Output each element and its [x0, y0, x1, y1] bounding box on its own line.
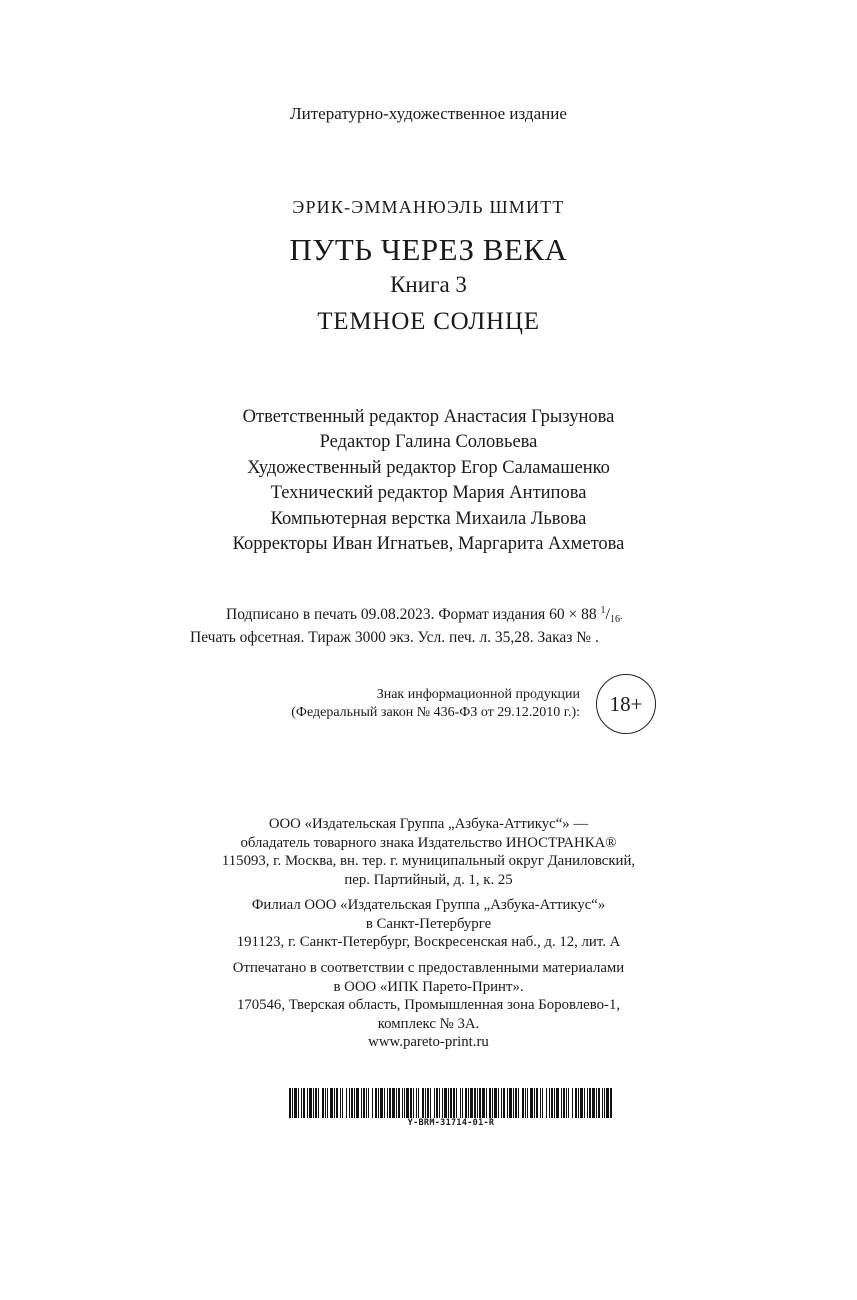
staff-line: Художественный редактор Егор Саламашенко	[247, 457, 610, 478]
publisher-line: ООО «Издательская Группа „Азбука-Аттикус“» —	[268, 816, 589, 832]
barcode-bar	[422, 1088, 424, 1118]
barcode-bar	[468, 1088, 469, 1118]
barcode-bar	[368, 1088, 369, 1118]
barcode-bar	[410, 1088, 412, 1118]
barcode-bar	[416, 1088, 417, 1118]
barcode-bar	[349, 1088, 350, 1118]
barcode-bar	[604, 1088, 605, 1118]
barcode-bar	[404, 1088, 405, 1118]
barcode	[289, 1088, 613, 1118]
barcode-bar	[572, 1088, 573, 1118]
barcode-bar	[507, 1088, 508, 1118]
barcode-bar	[351, 1088, 353, 1118]
barcode-bar	[378, 1088, 379, 1118]
barcode-bar	[396, 1088, 397, 1118]
fraction-numerator: 1	[600, 605, 606, 616]
barcode-bar	[444, 1088, 447, 1118]
barcode-bar	[406, 1088, 409, 1118]
staff-line: Редактор Галина Соловьева	[319, 432, 538, 453]
barcode-bar	[434, 1088, 435, 1118]
branch-block	[0, 896, 857, 952]
barcode-bar	[301, 1088, 302, 1118]
barcode-bar	[315, 1088, 317, 1118]
barcode-bar	[307, 1088, 308, 1118]
barcode-bar	[448, 1088, 449, 1118]
barcode-bar	[453, 1088, 455, 1118]
barcode-bar	[534, 1088, 535, 1118]
barcode-bar	[522, 1088, 524, 1118]
barcode-bar	[387, 1088, 388, 1118]
barcode-bar	[530, 1088, 533, 1118]
barcode-bar	[598, 1088, 600, 1118]
barcode-bar	[486, 1088, 487, 1118]
barcode-bar	[298, 1088, 299, 1118]
barcode-bar	[346, 1088, 347, 1118]
barcode-bar	[482, 1088, 485, 1118]
branch-line: 191123, г. Санкт-Петербург, Воскресенская наб., д. 12, лит. А	[236, 934, 621, 951]
printer-block	[0, 959, 857, 1052]
barcode-bar	[309, 1088, 312, 1118]
author-name: ЭРИК-ЭММАНЮЭЛЬ ШМИТТ	[292, 197, 565, 217]
barcode-bar	[509, 1088, 512, 1118]
barcode-bar	[592, 1088, 595, 1118]
book-subtitle: ТЕМНОЕ СОЛНЦЕ	[317, 308, 540, 335]
barcode-bar	[442, 1088, 443, 1118]
printer-line: Отпечатано в соответствии с предоставленными материалами	[232, 960, 625, 976]
barcode-bar	[479, 1088, 481, 1118]
barcode-bar	[610, 1088, 612, 1118]
barcode-bar	[587, 1088, 588, 1118]
barcode-bar	[561, 1088, 562, 1118]
barcode-bar	[556, 1088, 559, 1118]
printing-line-1	[190, 604, 710, 627]
barcode-bar	[372, 1088, 373, 1118]
barcode-bar	[334, 1088, 335, 1118]
barcode-bar	[450, 1088, 452, 1118]
barcode-bar	[322, 1088, 324, 1118]
barcode-bar	[325, 1088, 326, 1118]
barcode-bar	[439, 1088, 440, 1118]
barcode-bar	[354, 1088, 355, 1118]
barcode-bar	[580, 1088, 583, 1118]
barcode-bar	[375, 1088, 377, 1118]
staff-line: Компьютерная верстка Михаила Львова	[270, 508, 587, 529]
barcode-bar	[327, 1088, 328, 1118]
barcode-bar	[578, 1088, 579, 1118]
barcode-bar	[460, 1088, 461, 1118]
printing-info	[190, 604, 710, 648]
barcode-bar	[542, 1088, 543, 1118]
barcode-bar	[389, 1088, 391, 1118]
barcode-bar	[336, 1088, 338, 1118]
barcode-bar	[418, 1088, 419, 1118]
printer-line: 170546, Тверская область, Промышленная зона Боровлево-1,	[236, 997, 621, 1014]
staff-line: Корректоры Иван Игнатьев, Маргарита Ахметова	[232, 533, 625, 554]
barcode-bar	[313, 1088, 314, 1118]
barcode-bar	[606, 1088, 609, 1118]
printer-line: www.pareto-print.ru	[368, 1034, 489, 1051]
barcode-bar	[292, 1088, 293, 1118]
barcode-bar	[361, 1088, 362, 1118]
barcode-bar	[566, 1088, 567, 1118]
branch-line: в Санкт-Петербурге	[365, 915, 492, 932]
barcode-bar	[575, 1088, 577, 1118]
branch-line: Филиал ООО «Издательская Группа „Азбука-Аттикус“»	[251, 897, 606, 913]
barcode-label: Y-BRM-31714-01-R	[407, 1118, 495, 1128]
publisher-line: обладатель товарного знака Издательство ИНОСТРАНКА®	[240, 834, 617, 851]
barcode-bar	[540, 1088, 541, 1118]
fraction-denominator: 16	[609, 614, 620, 625]
barcode-bar	[477, 1088, 478, 1118]
barcode-bar	[515, 1088, 517, 1118]
staff-line: Технический редактор Мария Антипова	[270, 483, 587, 504]
genre-line: Литературно-художественное издание	[290, 104, 567, 123]
editorial-staff	[0, 405, 857, 557]
barcode-bar	[318, 1088, 319, 1118]
printing-line-2: Печать офсетная. Тираж 3000 экз. Усл. печ. л. 35,28. Заказ № .	[190, 629, 599, 646]
barcode-bar	[518, 1088, 519, 1118]
barcode-bar	[465, 1088, 467, 1118]
law-line-1: Знак информационной продукции	[376, 687, 580, 702]
barcode-bar	[425, 1088, 426, 1118]
barcode-bar	[546, 1088, 547, 1118]
age-rating-badge: 18+	[596, 674, 656, 734]
barcode-bar	[474, 1088, 476, 1118]
publisher-line: пер. Партийный, д. 1, к. 25	[344, 871, 513, 888]
barcode-bar	[596, 1088, 597, 1118]
printer-line: в ООО «ИПК Парето-Принт».	[333, 978, 524, 995]
barcode-bar	[402, 1088, 403, 1118]
barcode-bar	[554, 1088, 555, 1118]
book-number: Книга 3	[390, 272, 467, 297]
printer-line: комплекс № 3А.	[377, 1015, 480, 1032]
barcode-bar	[501, 1088, 502, 1118]
barcode-bar	[342, 1088, 343, 1118]
barcode-bar	[551, 1088, 553, 1118]
barcode-bar	[303, 1088, 305, 1118]
barcode-bar	[456, 1088, 457, 1118]
barcode-bar	[589, 1088, 591, 1118]
barcode-bar	[563, 1088, 565, 1118]
barcode-bar	[489, 1088, 491, 1118]
barcode-bar	[568, 1088, 569, 1118]
barcode-bar	[330, 1088, 333, 1118]
barcode-bar	[494, 1088, 497, 1118]
fraction-slash: /	[605, 606, 610, 623]
barcode-bar	[294, 1088, 297, 1118]
barcode-bar	[527, 1088, 528, 1118]
book-title: ПУТЬ ЧЕРЕЗ ВЕКА	[289, 232, 568, 267]
barcode-bar	[430, 1088, 431, 1118]
publisher-block	[0, 815, 857, 889]
fraction-end: .	[619, 611, 623, 622]
barcode-bar	[503, 1088, 505, 1118]
barcode-bar	[436, 1088, 438, 1118]
barcode-bar	[366, 1088, 367, 1118]
publisher-line: 115093, г. Москва, вн. тер. г. муниципальный округ Даниловский,	[221, 853, 636, 870]
barcode-bar	[492, 1088, 493, 1118]
barcode-bar	[392, 1088, 395, 1118]
barcode-bar	[525, 1088, 526, 1118]
barcode-bar	[470, 1088, 473, 1118]
barcode-bar	[549, 1088, 550, 1118]
barcode-bar	[340, 1088, 341, 1118]
barcode-bar	[384, 1088, 385, 1118]
barcode-bar	[356, 1088, 359, 1118]
printing-format-text: Подписано в печать 09.08.2023. Формат издания 60 × 88	[226, 606, 597, 623]
barcode-bar	[398, 1088, 400, 1118]
content-rating-law	[240, 686, 580, 721]
barcode-bar	[513, 1088, 514, 1118]
barcode-bar	[536, 1088, 538, 1118]
barcode-bar	[363, 1088, 365, 1118]
barcode-bar	[498, 1088, 499, 1118]
barcode-bar	[289, 1088, 291, 1118]
format-fraction	[600, 605, 623, 625]
barcode-bar	[602, 1088, 603, 1118]
barcode-bar	[427, 1088, 429, 1118]
staff-line: Ответственный редактор Анастасия Грызунова	[242, 407, 615, 427]
law-line-2: (Федеральный закон № 436-ФЗ от 29.12.2010 г.):	[291, 704, 580, 720]
barcode-bar	[584, 1088, 585, 1118]
barcode-bar	[462, 1088, 463, 1118]
barcode-bar	[380, 1088, 383, 1118]
barcode-bar	[413, 1088, 414, 1118]
